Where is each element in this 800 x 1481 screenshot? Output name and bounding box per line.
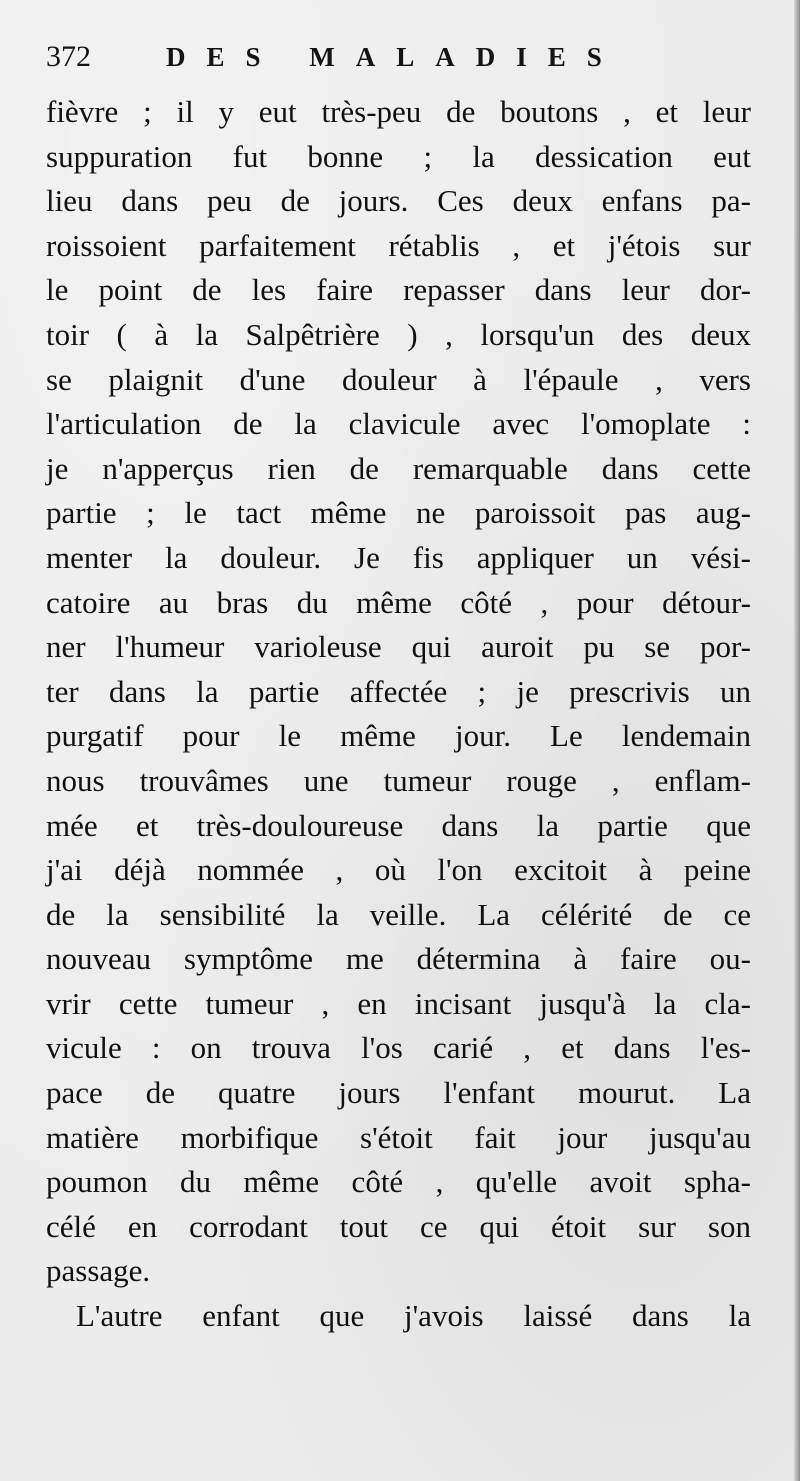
text-line: L'autre enfant que j'avois laissé dans la — [76, 1298, 751, 1334]
body-text — [46, 90, 751, 1339]
text-line: purgatif pour le même jour. Le lendemain — [46, 718, 751, 754]
text-line: ner l'humeur varioleuse qui auroit pu se por- — [46, 629, 751, 665]
text-line: poumon du même côté , qu'elle avoit spha- — [46, 1164, 751, 1200]
text-line: se plaignit d'une douleur à l'épaule , vers — [46, 361, 751, 397]
text-line: lieu dans peu de jours. Ces deux enfans pa- — [46, 183, 751, 219]
text-line: menter la douleur. Je fis appliquer un vési- — [46, 539, 751, 575]
text-line: j'ai déjà nommée , où l'on excitoit à peine — [46, 852, 751, 888]
text-line: suppuration fut bonne ; la dessication eut — [46, 138, 751, 174]
page-number: 372 — [46, 40, 91, 73]
text-line: matière morbifique s'étoit fait jour jusqu'au — [46, 1119, 751, 1155]
text-line: passage. — [46, 1253, 151, 1289]
text-line: ter dans la partie affectée ; je prescrivis un — [46, 673, 751, 709]
page-edge-shadow — [794, 0, 800, 1481]
text-line: catoire au bras du même côté , pour détour- — [46, 584, 751, 620]
text-line: le point de les faire repasser dans leur dor- — [46, 272, 751, 308]
text-line: vrir cette tumeur , en incisant jusqu'à la cla- — [46, 985, 751, 1021]
text-line: nouveau symptôme me détermina à faire ou- — [46, 941, 751, 977]
text-line: fièvre ; il y eut très-peu de boutons , et leur — [46, 94, 751, 129]
running-title: DES MALADIES — [166, 42, 623, 72]
text-line: célé en corrodant tout ce qui étoit sur son — [46, 1208, 751, 1244]
text-line: l'articulation de la clavicule avec l'omoplate : — [46, 406, 751, 442]
text-line: mée et très-douloureuse dans la partie que — [46, 807, 751, 843]
text-line: je n'apperçus rien de remarquable dans cette — [46, 450, 751, 486]
text-line: nous trouvâmes une tumeur rouge , enflam- — [46, 762, 751, 798]
text-line: toir ( à la Salpêtrière ) , lorsqu'un des deux — [46, 316, 751, 352]
text-line: vicule : on trouva l'os carié , et dans l'es- — [46, 1030, 751, 1066]
text-line: partie ; le tact même ne paroissoit pas aug- — [46, 495, 751, 531]
text-line: roissoient parfaitement rétablis , et j'étois sur — [46, 227, 751, 263]
running-head — [46, 40, 756, 80]
text-line: pace de quatre jours l'enfant mourut. La — [46, 1075, 751, 1111]
text-line: de la sensibilité la veille. La célérité de ce — [46, 896, 751, 932]
